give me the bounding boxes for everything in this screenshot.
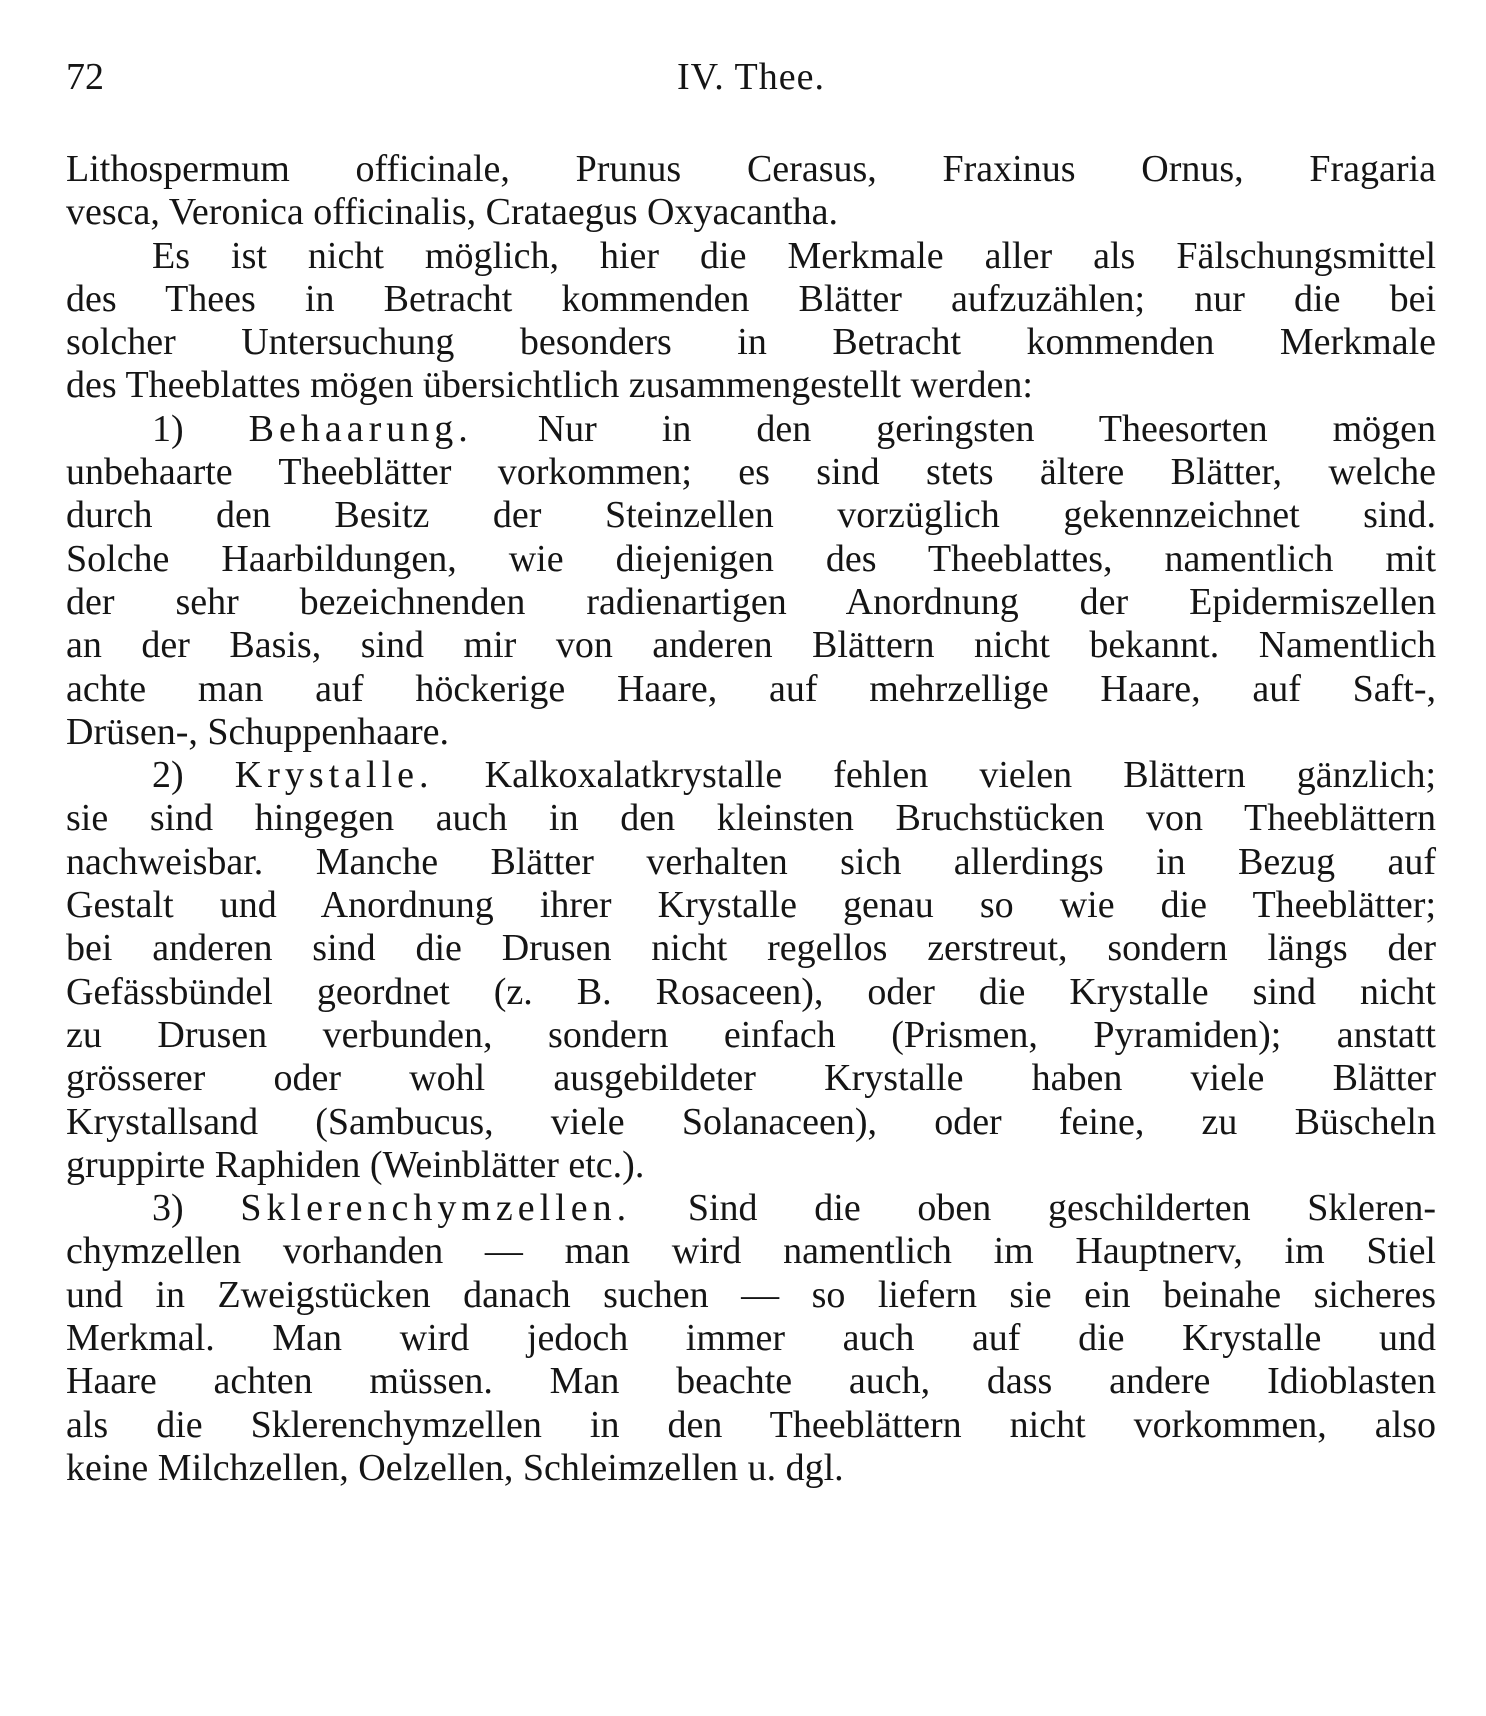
text-line: grösserer oder wohl ausgebildeter Krystalle haben viele Blätter [66, 1057, 1436, 1100]
text-line: unbehaarte Theeblätter vorkommen; es sind stets ältere Blätter, welche [66, 451, 1436, 494]
list-item-2-first-line [66, 754, 1436, 797]
text-line: durch den Besitz der Steinzellen vorzüglich gekennzeichnet sind. [66, 494, 1436, 537]
text-line: Gestalt und Anordnung ihrer Krystalle genau so wie die Theeblätter; [66, 884, 1436, 927]
item-heading: Sklerenchymzellen. [240, 1187, 632, 1230]
text-line: achte man auf höckerige Haare, auf mehrzellige Haare, auf Saft-, [66, 667, 1436, 710]
body-text [66, 148, 1436, 1490]
text-line: Es ist nicht möglich, hier die Merkmale aller als Fälschungsmittel [152, 234, 1436, 277]
item-text: Nur in den geringsten Theesorten mögen [537, 407, 1437, 450]
text-line: Solche Haarbildungen, wie diejenigen des Theeblattes, namentlich mit [66, 537, 1436, 580]
list-item-1-first-line [66, 408, 1436, 451]
running-title: IV. Thee. [677, 56, 825, 98]
text-line: sie sind hingegen auch in den kleinsten Bruchstücken von Theeblättern [66, 797, 1436, 840]
text-line: Lithospermum officinale, Prunus Cerasus, Fraxinus Ornus, Fragaria [66, 148, 1436, 190]
text-line: solcher Untersuchung besonders in Betracht kommenden Merkmale [66, 321, 1436, 364]
item-number: 3) [152, 1187, 184, 1230]
text-line: und in Zweigstücken danach suchen — so liefern sie ein beinahe sicheres [66, 1273, 1436, 1316]
text-line: vesca, Veronica officinalis, Crataegus Oxyacantha. [66, 191, 839, 234]
page-header [66, 52, 1436, 102]
item-text: Kalkoxalatkrystalle fehlen vielen Blättern gänzlich; [484, 754, 1437, 797]
text-line: gruppirte Raphiden (Weinblätter etc.). [66, 1143, 645, 1186]
text-line: Krystallsand (Sambucus, viele Solanaceen), oder feine, zu Büscheln [66, 1100, 1436, 1143]
text-line: des Theeblattes mögen übersichtlich zusammengestellt werden: [66, 364, 1033, 407]
text-line: keine Milchzellen, Oelzellen, Schleimzellen u. dgl. [66, 1446, 844, 1489]
text-line: der sehr bezeichnenden radienartigen Anordnung der Epidermiszellen [66, 580, 1436, 623]
item-number: 1) [152, 407, 184, 450]
text-line: des Thees in Betracht kommenden Blätter aufzuzählen; nur die bei [66, 277, 1436, 320]
text-line: Merkmal. Man wird jedoch immer auch auf die Krystalle und [66, 1317, 1436, 1360]
text-line: Gefässbündel geordnet (z. B. Rosaceen), oder die Krystalle sind nicht [66, 970, 1436, 1013]
list-item-3-first-line [66, 1187, 1436, 1230]
item-heading: Behaarung. [248, 407, 473, 450]
text-line: chymzellen vorhanden — man wird namentlich im Hauptnerv, im Stiel [66, 1230, 1436, 1273]
text-line: Haare achten müssen. Man beachte auch, dass andere Idioblasten [66, 1360, 1436, 1403]
item-heading: Krystalle. [234, 754, 434, 797]
text-line: Drüsen-, Schuppenhaare. [66, 710, 450, 753]
item-text: Sind die oben geschilderten Skleren- [687, 1187, 1437, 1230]
text-line: bei anderen sind die Drusen nicht regellos zerstreut, sondern längs der [66, 927, 1436, 970]
text-line: als die Sklerenchymzellen in den Theeblättern nicht vorkommen, also [66, 1403, 1436, 1446]
text-line: zu Drusen verbunden, sondern einfach (Prismen, Pyramiden); anstatt [66, 1013, 1436, 1056]
text-line: an der Basis, sind mir von anderen Blättern nicht bekannt. Namentlich [66, 624, 1436, 667]
page-number: 72 [66, 56, 104, 98]
text-line: nachweisbar. Manche Blätter verhalten sich allerdings in Bezug auf [66, 840, 1436, 883]
item-number: 2) [152, 754, 184, 797]
